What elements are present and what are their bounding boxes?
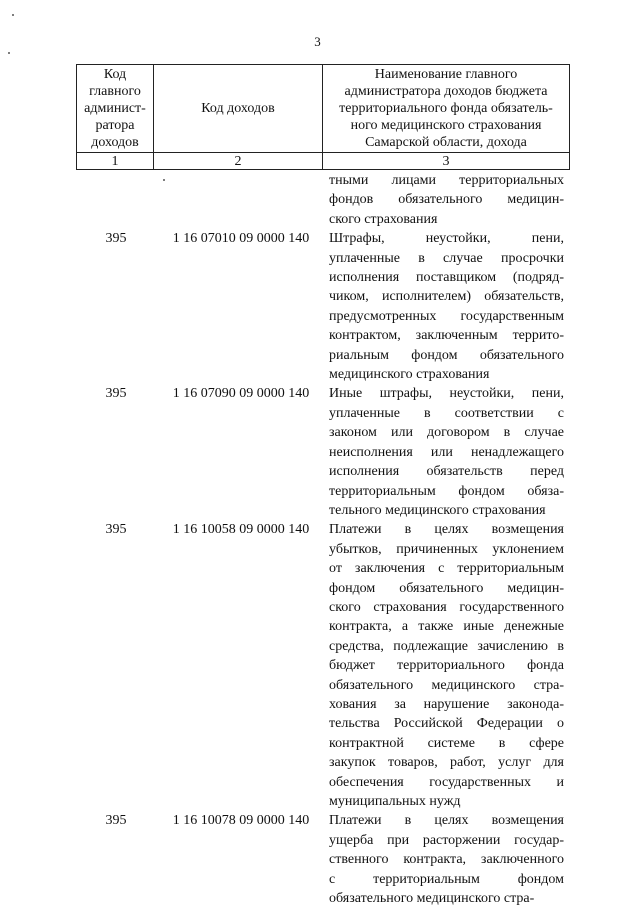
income-name-cell <box>329 811 564 908</box>
income-name-line: убытков, причиненных уклонением <box>329 541 564 557</box>
income-name-line: обязательного медицинского стра- <box>329 891 535 907</box>
header-admin-code-line: ратора <box>95 118 135 133</box>
page-number: 3 <box>314 34 321 49</box>
income-name-line: Платежи в целях возмещения <box>329 522 564 538</box>
header-name-line: Самарской области, дохода <box>365 135 527 150</box>
table-row <box>76 384 569 520</box>
income-name-line: законом или договором в случае <box>329 425 564 441</box>
income-name-line: с территориальным фондом <box>329 871 564 887</box>
header-row <box>77 65 570 153</box>
header-income-code-line: Код доходов <box>201 101 275 116</box>
income-name-cell <box>329 520 564 811</box>
income-name-line: ского страхования <box>329 211 438 227</box>
table-body <box>76 171 569 908</box>
income-name-line: риальным фондом обязательного <box>329 347 564 363</box>
header-admin-code-line: главного <box>89 84 141 99</box>
income-name-cell <box>329 171 564 229</box>
income-name-line: чиком, исполнителем) обязательств, <box>329 289 564 305</box>
scan-speck <box>8 52 10 54</box>
income-name-line: Иные штрафы, неустойки, пени, <box>329 386 564 402</box>
header-name-line: ного медицинского страхования <box>350 118 542 133</box>
income-name-line: уплаченные в случае просрочки <box>329 250 564 266</box>
income-name-line: контрактом, заключенным террито- <box>329 328 564 344</box>
income-name-line: ского страхования государственного <box>329 599 564 615</box>
header-name-text <box>325 66 567 151</box>
header-name-line: администратора доходов бюджета <box>344 84 548 99</box>
income-name-line: хования за нарушение законода- <box>329 696 564 712</box>
income-name-cell <box>329 229 564 384</box>
admin-code-cell: 395 <box>105 813 127 829</box>
income-name-line: Штрафы, неустойки, пени, <box>329 231 564 247</box>
income-name-line: средства, подлежащие зачислению в <box>329 638 564 654</box>
header-admin-code <box>77 65 154 153</box>
income-code-cell: 1 16 07090 09 0000 140 <box>172 386 310 402</box>
header-admin-code-line: доходов <box>91 135 139 150</box>
income-name-line: ущерба при расторжении государ- <box>329 832 564 848</box>
income-code-cell: 1 16 10058 09 0000 140 <box>172 522 310 538</box>
income-name-line: обязательного медицинского стра- <box>329 677 564 693</box>
income-name-line: исполнения поставщиком (подряд- <box>329 270 564 286</box>
income-code-cell: 1 16 10078 09 0000 140 <box>172 813 310 829</box>
header-admin-code-line: Код <box>103 67 127 82</box>
income-name-line: тельства Российской Федерации о <box>329 716 564 732</box>
income-code-cell: 1 16 07010 09 0000 140 <box>172 231 310 247</box>
income-name-line: тельного медицинского страхования <box>329 502 546 518</box>
admin-code-cell: 395 <box>105 231 127 247</box>
income-name-cell <box>329 384 564 520</box>
scan-speck <box>12 14 14 16</box>
income-name-line: муниципальных нужд <box>329 794 461 809</box>
income-name-line: медицинского страхования <box>329 367 490 383</box>
income-name-line: ственного контракта, заключенного <box>329 852 564 868</box>
table-row <box>76 811 569 908</box>
income-name-line: закупок товаров, работ, услуг для <box>329 755 564 771</box>
admin-code-cell: 395 <box>105 386 127 402</box>
header-name-line: Наименование главного <box>374 67 518 82</box>
income-name-line: предусмотренных государственным <box>329 308 564 324</box>
income-name-line: контрактной системе в сфере <box>329 735 564 751</box>
income-name-line: контракта, а также иные денежные <box>329 619 564 635</box>
header-income-code <box>154 65 323 153</box>
income-name-line: неисполнения или ненадлежащего <box>329 444 564 460</box>
header-admin-code-line: админист- <box>84 101 146 116</box>
header-admin-code-text <box>79 66 151 151</box>
column-number-3: 3 <box>323 153 570 170</box>
continuation-row <box>76 171 569 229</box>
header-name <box>323 65 570 153</box>
scan-speck <box>163 179 165 181</box>
table-row <box>76 229 569 384</box>
income-name-line: бюджет территориального фонда <box>329 658 564 674</box>
table-row <box>76 520 569 811</box>
income-name-line: от заключения с территориальным <box>329 561 564 577</box>
income-name-line: территориальным фондом обяза- <box>329 483 564 499</box>
header-name-line: территориального фонда обязатель- <box>339 101 553 116</box>
column-number-2: 2 <box>154 153 323 170</box>
column-number-row <box>77 153 570 170</box>
admin-code-cell: 395 <box>105 522 127 538</box>
income-name-line: исполнения обязательств перед <box>329 464 564 480</box>
income-name-line: обеспечения государственных и <box>329 774 564 790</box>
income-name-line: тными лицами территориальных <box>329 173 564 188</box>
income-name-line: фондом обязательного медицин- <box>329 580 564 596</box>
income-name-line: фондов обязательного медицин- <box>329 192 564 208</box>
column-number-1: 1 <box>77 153 154 170</box>
header-income-code-text <box>156 100 320 117</box>
income-name-line: уплаченные в соответствии с <box>329 405 564 421</box>
income-name-line: Платежи в целях возмещения <box>329 813 564 829</box>
table-header <box>76 64 570 170</box>
